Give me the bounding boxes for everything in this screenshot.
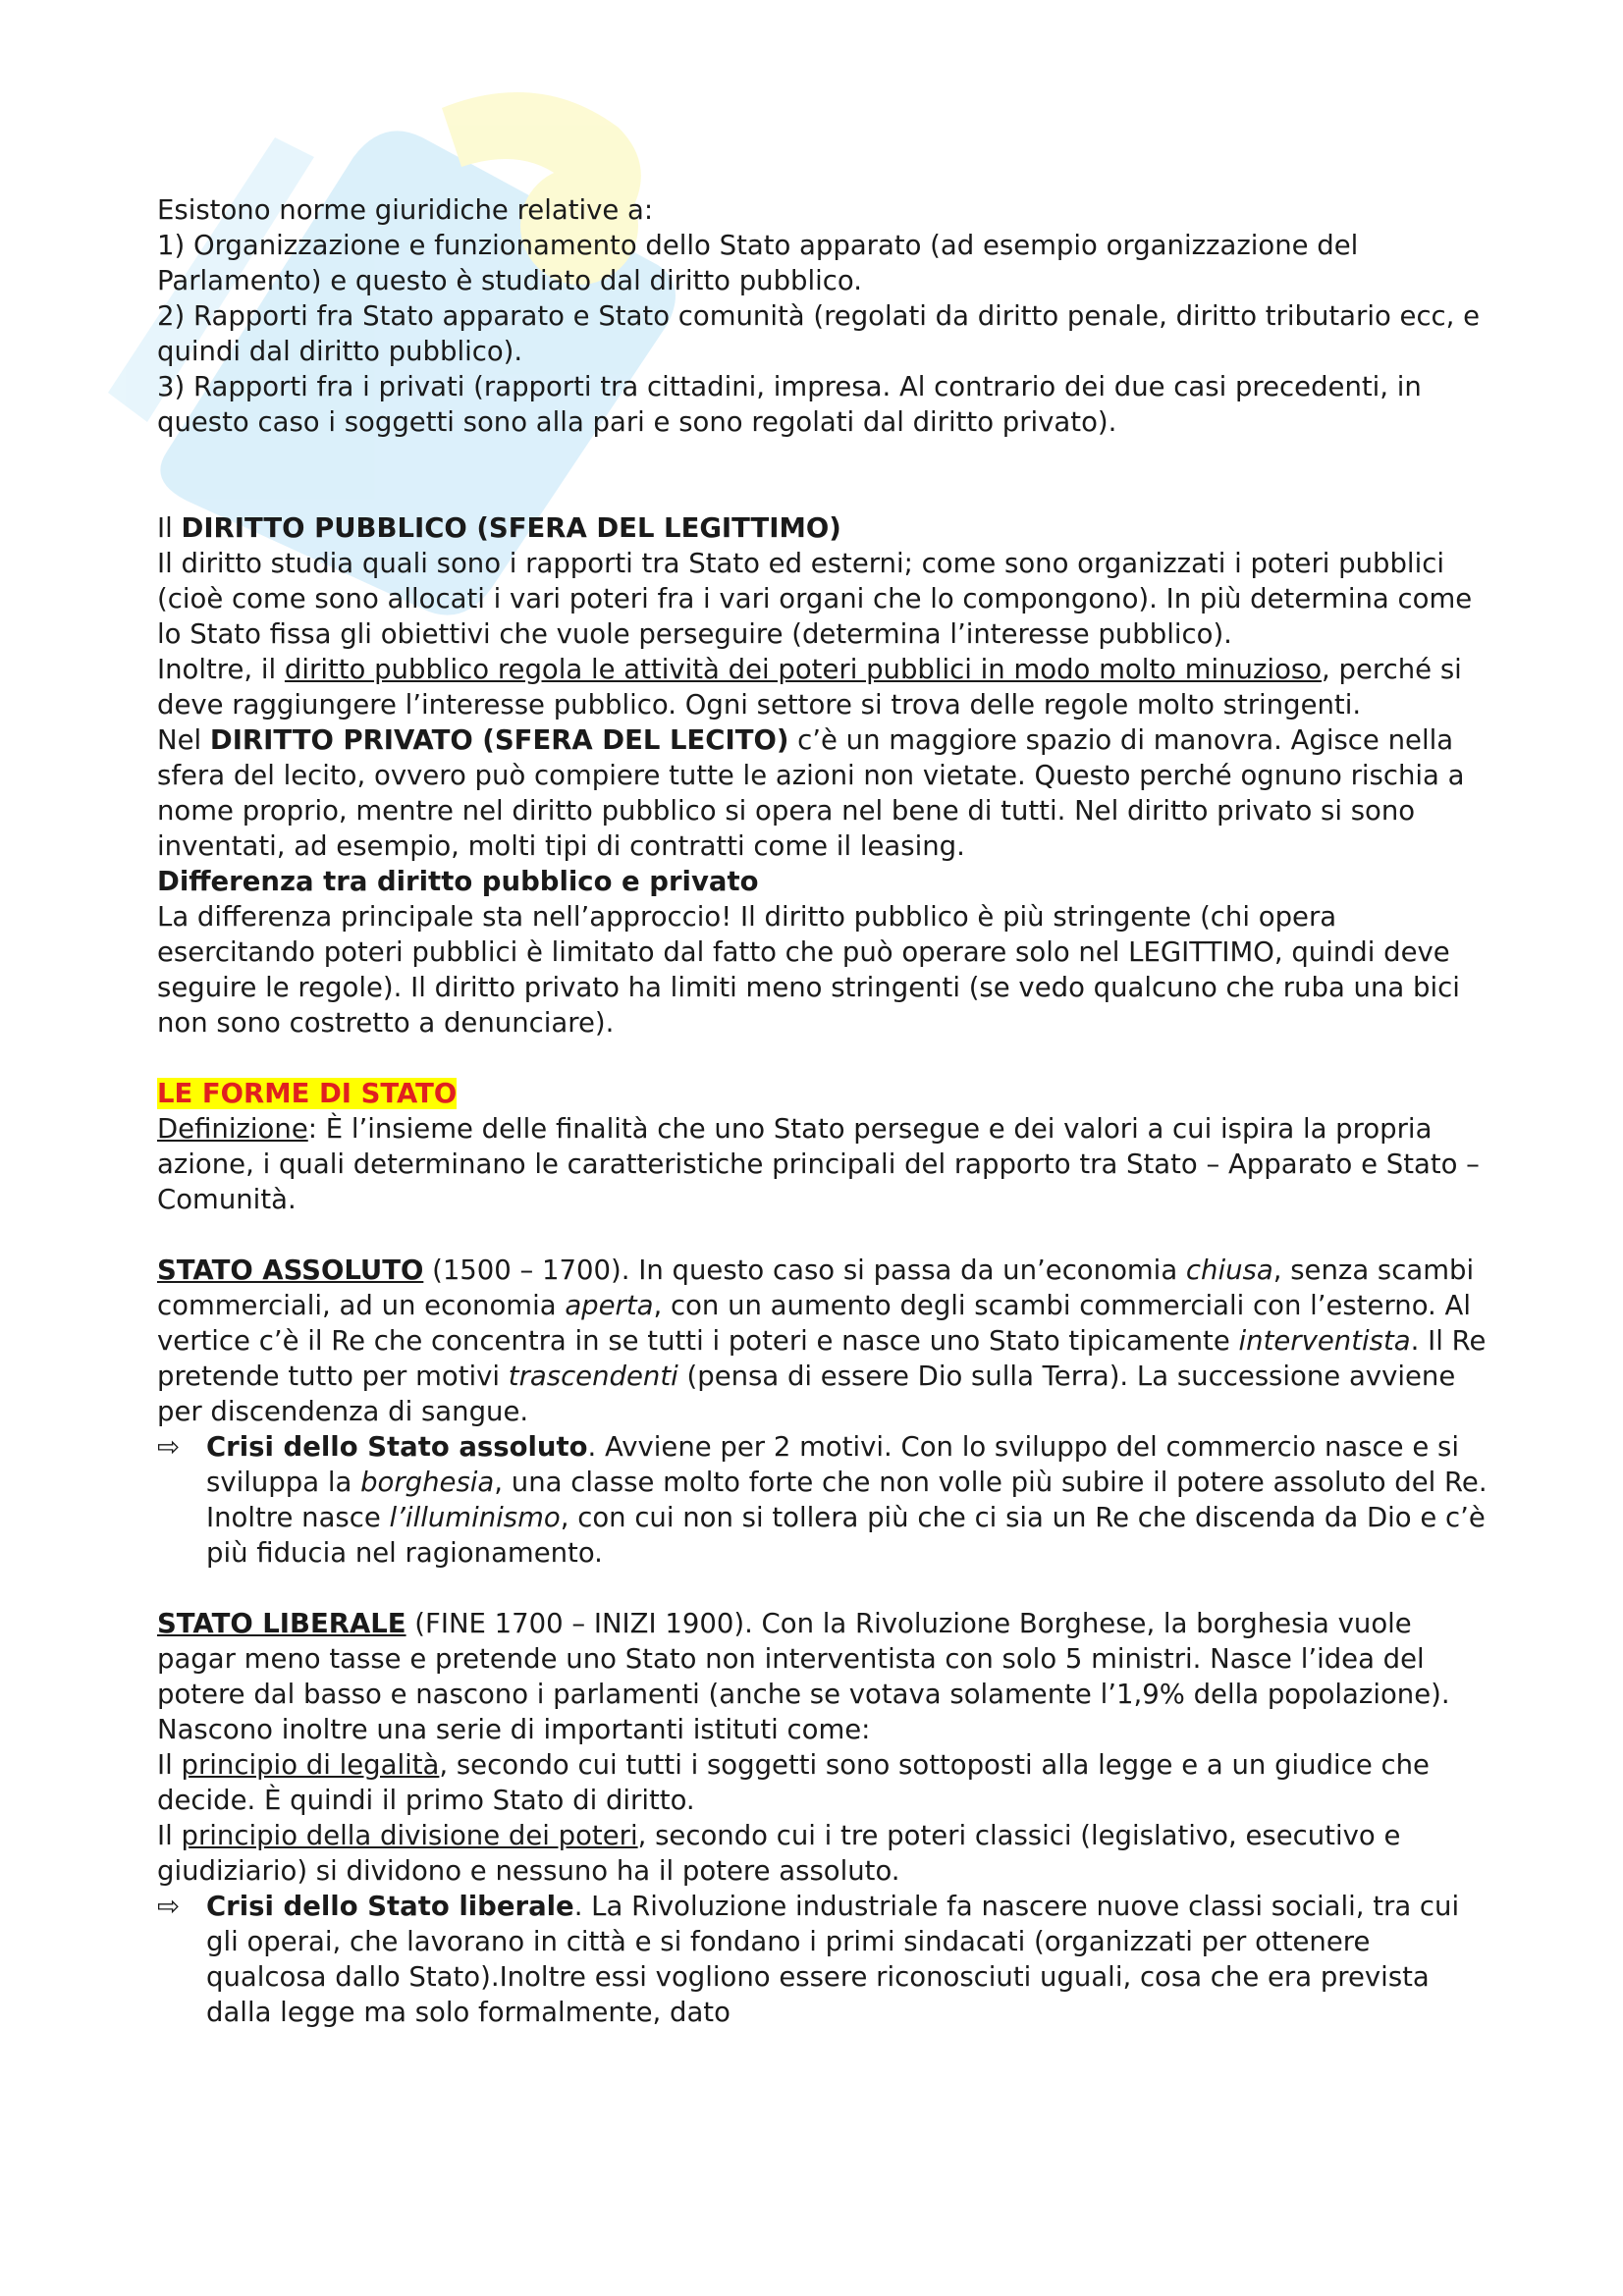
differenza-heading: Differenza tra diritto pubblico e privato	[157, 866, 759, 897]
forme-di-stato-heading: LE FORME DI STATO	[157, 1078, 458, 1109]
stato-assoluto-heading: STATO ASSOLUTO	[157, 1255, 424, 1286]
diritto-privato-heading: DIRITTO PRIVATO (SFERA DEL LECITO)	[209, 724, 789, 756]
intro-item-3: 3) Rapporti fra i privati (rapporti tra cittadini, impresa. Al contrario dei due casi precedenti, in questo caso i soggetti sono alla pari e sono regolati dal diritto privato).	[157, 371, 1422, 438]
stato-liberale-paragraph: STATO LIBERALE (FINE 1700 – INIZI 1900). Con la Rivoluzione Borghese, la borghesia vuole pagar meno tasse e pretende uno Stato non interventista con solo 5 ministri. Nasce l’idea del potere dal basso e nascono i parlamenti (anche se votava solamente l’1,9% della popolazione). Nascono inoltre una serie di importanti istituti come:	[157, 1608, 1450, 1745]
definizione-paragraph: Definizione: È l’insieme delle finalità che uno Stato persegue e dei valori a cui ispira la propria azione, i quali determinano le caratteristiche principali del rapporto tra Stato – Apparato e Stato – Comunità.	[157, 1113, 1480, 1215]
principio-divisione-line: Il principio della divisione dei poteri, secondo cui i tre poteri classici (legislativo, esecutivo e giudiziario) si dividono e nessuno ha il potere assoluto.	[157, 1820, 1401, 1887]
diritto-pubblico-heading: DIRITTO PUBBLICO (SFERA DEL LEGITTIMO)	[181, 512, 841, 544]
stato-liberale-heading: STATO LIBERALE	[157, 1608, 406, 1639]
diritto-pubblico-paragraph-2: Inoltre, il diritto pubblico regola le attività dei poteri pubblici in modo molto minuzioso, perché si deve raggiungere l’interesse pubblico. Ogni settore si trova delle regole molto stringenti.	[157, 654, 1462, 721]
intro-item-1: 1) Organizzazione e funzionamento dello Stato apparato (ad esempio organizzazione del Parlamento) e questo è studiato dal diritto pubblico.	[157, 230, 1359, 296]
document-page	[157, 192, 1492, 2030]
diritto-privato-paragraph: Nel DIRITTO PRIVATO (SFERA DEL LECITO) c’è un maggiore spazio di manovra. Agisce nella sfera del lecito, ovvero può compiere tutte le azioni non vietate. Questo perché ognuno rischia a nome proprio, mentre nel diritto pubblico si opera nel bene di tutti. Nel diritto privato si sono inventati, ad esempio, molti tipi di contratti come il leasing.	[157, 724, 1465, 862]
arrow-right-icon: ⇨	[157, 1431, 181, 1463]
forme-di-stato-heading-line	[157, 1076, 1492, 1111]
differenza-paragraph: La differenza principale sta nell’approccio! Il diritto pubblico è più stringente (chi opera esercitando poteri pubblici è limitato dal fatto che può operare solo nel LEGITTIMO, quindi deve seguire le regole). Il diritto privato ha limiti meno stringenti (se vedo qualcuno che ruba una bici non sono costretto a denunciare).	[157, 901, 1460, 1039]
crisi-liberale-bullet: ⇨ Crisi dello Stato liberale. La Rivoluzione industriale fa nascere nuove classi sociali, tra cui gli operai, che lavorano in città e si fondano i primi sindacati (organizzati per ottenere qualcosa dallo Stato).Inoltre essi vogliono essere riconosciuti uguali, cosa che era prevista dalla legge ma solo formalmente, dato	[157, 1891, 1460, 2028]
diritto-pubblico-paragraph: Il diritto studia quali sono i rapporti tra Stato ed esterni; come sono organizzati i poteri pubblici (cioè come sono allocati i vari poteri fra i vari organi che lo compongono). In più determina come lo Stato fissa gli obiettivi che vuole perseguire (determina l’interesse pubblico).	[157, 548, 1473, 650]
stato-assoluto-paragraph: STATO ASSOLUTO (1500 – 1700). In questo caso si passa da un’economia chiusa, senza scambi commerciali, ad un economia aperta, con un aumento degli scambi commerciali con l’esterno. Al vertice c’è il Re che concentra in se tutti i poteri e nasce uno Stato tipicamente interventista. Il Re pretende tutto per motivi trascendenti (pensa di essere Dio sulla Terra). La successione avviene per discendenza di sangue.	[157, 1255, 1487, 1427]
intro-item-2: 2) Rapporti fra Stato apparato e Stato comunità (regolati da diritto penale, diritto tributario ecc, e quindi dal diritto pubblico).	[157, 300, 1481, 367]
principio-legalita-line: Il principio di legalità, secondo cui tutti i soggetti sono sottoposti alla legge e a un giudice che decide. È quindi il primo Stato di diritto.	[157, 1749, 1430, 1816]
diritto-pubblico-heading-line: Il DIRITTO PUBBLICO (SFERA DEL LEGITTIMO)	[157, 512, 841, 544]
crisi-assoluto-bullet: ⇨ Crisi dello Stato assoluto. Avviene per 2 motivi. Con lo sviluppo del commercio nasce e si sviluppa la borghesia, una classe molto forte che non volle più subire il potere assoluto del Re. Inoltre nasce l’illuminismo, con cui non si tollera più che ci sia un Re che discenda da Dio e c’è più fiducia nel ragionamento.	[157, 1431, 1488, 1569]
intro-line: Esistono norme giuridiche relative a:	[157, 194, 654, 226]
arrow-right-icon: ⇨	[157, 1891, 181, 1922]
